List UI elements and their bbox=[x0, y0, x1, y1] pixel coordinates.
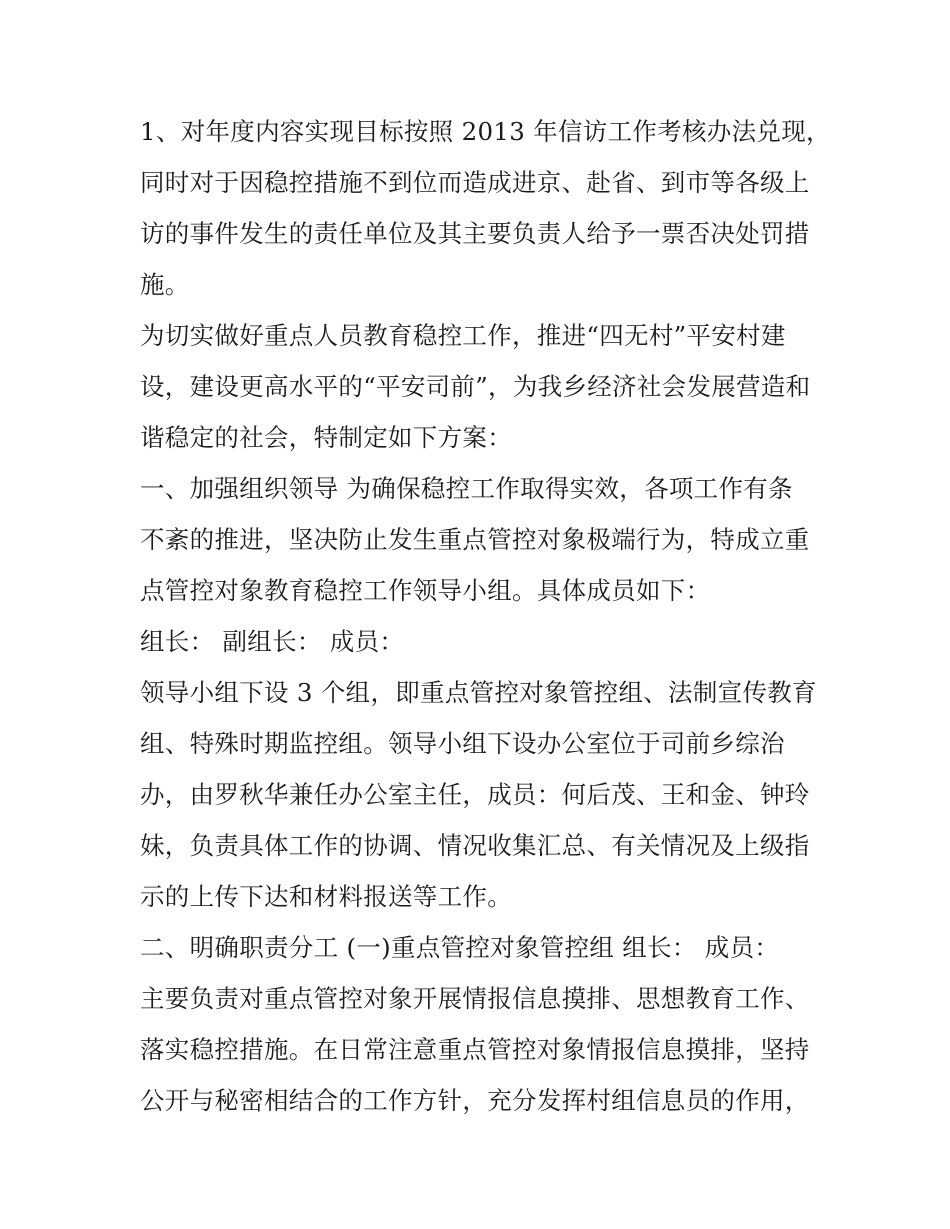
text-line-18: 主要负责对重点管控对象开展情报信息摸排、思想教育工作、 bbox=[140, 984, 810, 1013]
text-line-1: 1、对年度内容实现目标按照 2013 年信访工作考核办法兑现， bbox=[140, 117, 831, 146]
text-line-20: 公开与秘密相结合的工作方针，充分发挥村组信息员的作用， bbox=[140, 1086, 810, 1115]
text-line-13: 组、特殊时期监控组。领导小组下设办公室位于司前乡综治 bbox=[140, 729, 785, 758]
text-line-8: 一、加强组织领导 为确保稳控工作取得实效，各项工作有条 bbox=[140, 474, 793, 503]
text-line-17: 二、明确职责分工 (一)重点管控对象管控组 组长： 成员： bbox=[140, 933, 780, 962]
text-line-12: 领导小组下设 3 个组，即重点管控对象管控组、法制宣传教育 bbox=[140, 678, 817, 707]
text-line-5: 为切实做好重点人员教育稳控工作，推进“四无村”平安村建 bbox=[140, 321, 786, 350]
text-line-9: 不紊的推进，坚决防止发生重点管控对象极端行为，特成立重 bbox=[140, 525, 810, 554]
text-line-7: 谐稳定的社会，特制定如下方案： bbox=[140, 423, 512, 452]
text-line-11: 组长： 副组长： 成员： bbox=[140, 627, 405, 656]
text-line-19: 落实稳控措施。在日常注意重点管控对象情报信息摸排，坚持 bbox=[140, 1035, 810, 1064]
text-line-14: 办，由罗秋华兼任办公室主任，成员：何后茂、王和金、钟玲 bbox=[140, 780, 810, 809]
text-line-15: 妹，负责具体工作的协调、情况收集汇总、有关情况及上级指 bbox=[140, 831, 810, 860]
text-line-6: 设，建设更高水平的“平安司前”，为我乡经济社会发展营造和 bbox=[140, 372, 811, 401]
document-body bbox=[140, 106, 831, 1126]
text-line-4: 施。 bbox=[140, 270, 190, 299]
text-line-3: 访的事件发生的责任单位及其主要负责人给予一票否决处罚措 bbox=[140, 219, 810, 248]
text-line-16: 示的上传下达和材料报送等工作。 bbox=[140, 882, 512, 911]
text-line-10: 点管控对象教育稳控工作领导小组。具体成员如下： bbox=[140, 576, 711, 605]
text-line-2: 同时对于因稳控措施不到位而造成进京、赴省、到市等各级上 bbox=[140, 168, 810, 197]
